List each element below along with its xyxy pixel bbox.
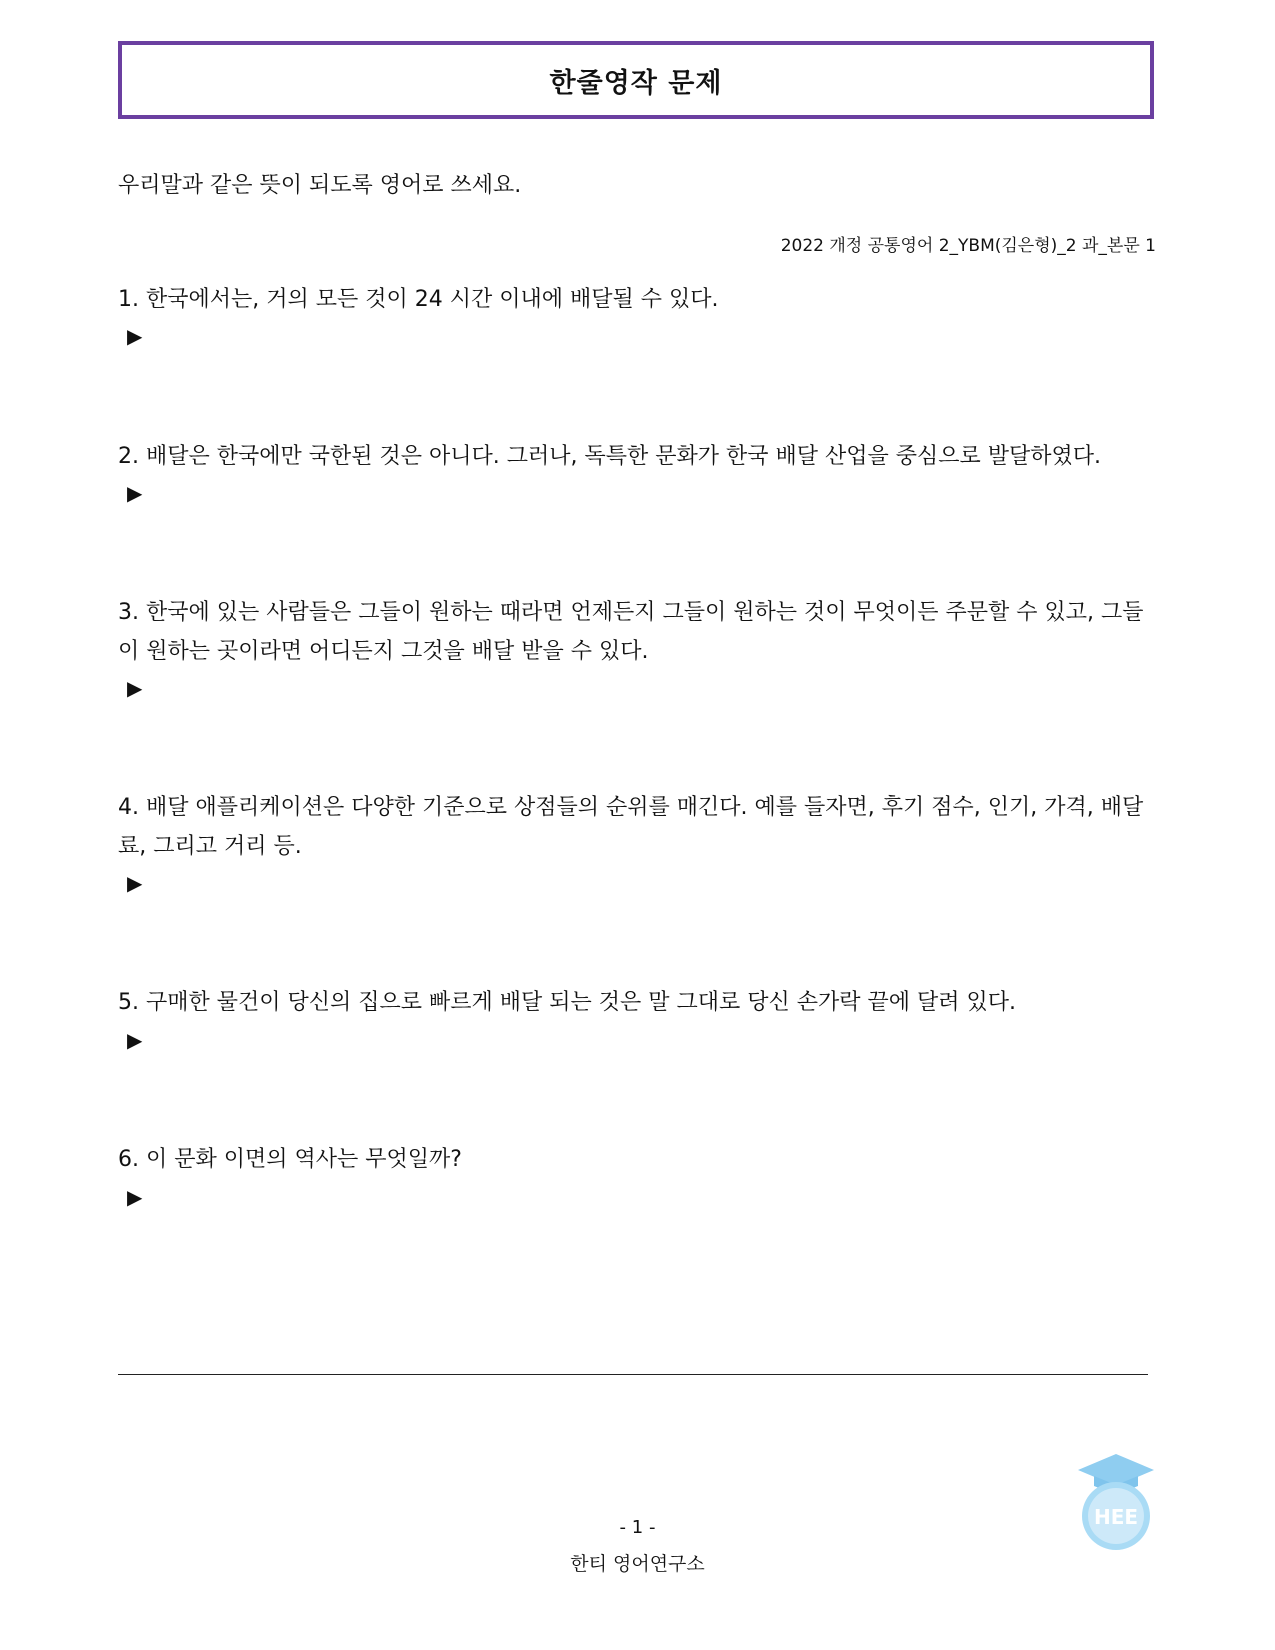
footer-organization: 한티 영어연구소: [570, 1553, 705, 1575]
logo-text: HEE: [1093, 1505, 1139, 1529]
answer-arrow-icon: ▶: [127, 324, 143, 348]
answer-arrow-icon: ▶: [127, 676, 143, 700]
page-title: 한줄영작 문제: [549, 67, 723, 99]
title-box: [118, 41, 1154, 119]
source-label: 2022 개정 공통영어 2_YBM(김은형)_2 과_본문 1: [780, 236, 1156, 256]
page-number: - 1 -: [619, 1517, 656, 1538]
answer-arrow-icon: ▶: [127, 871, 143, 895]
question-2: 2. 배달은 한국에만 국한된 것은 아니다. 그러나, 독특한 문화가 한국 배달 산업을 중심으로 발달하였다.: [118, 444, 1101, 469]
question-3: 3. 한국에 있는 사람들은 그들이 원하는 때라면 언제든지 그들이 원하는 것이 무엇이든 주문할 수 있고, 그들이 원하는 곳이라면 어디든지 그것을 배달 받을 수 있다.: [118, 600, 1144, 664]
answer-arrow-icon: ▶: [127, 1185, 143, 1209]
question-4: 4. 배달 애플리케이션은 다양한 기준으로 상점들의 순위를 매긴다. 예를 들자면, 후기 점수, 인기, 가격, 배달료, 그리고 거리 등.: [118, 795, 1144, 859]
question-5: 5. 구매한 물건이 당신의 집으로 빠르게 배달 되는 것은 말 그대로 당신 손가락 끝에 달려 있다.: [118, 990, 1016, 1015]
answer-arrow-icon: ▶: [127, 481, 143, 505]
instruction-text: 우리말과 같은 뜻이 되도록 영어로 쓰세요.: [118, 173, 522, 198]
question-1: 1. 한국에서는, 거의 모든 것이 24 시간 이내에 배달될 수 있다.: [118, 287, 719, 312]
answer-arrow-icon: ▶: [127, 1028, 143, 1052]
divider-line: [118, 1374, 1148, 1375]
question-6: 6. 이 문화 이면의 역사는 무엇일까?: [118, 1147, 462, 1172]
